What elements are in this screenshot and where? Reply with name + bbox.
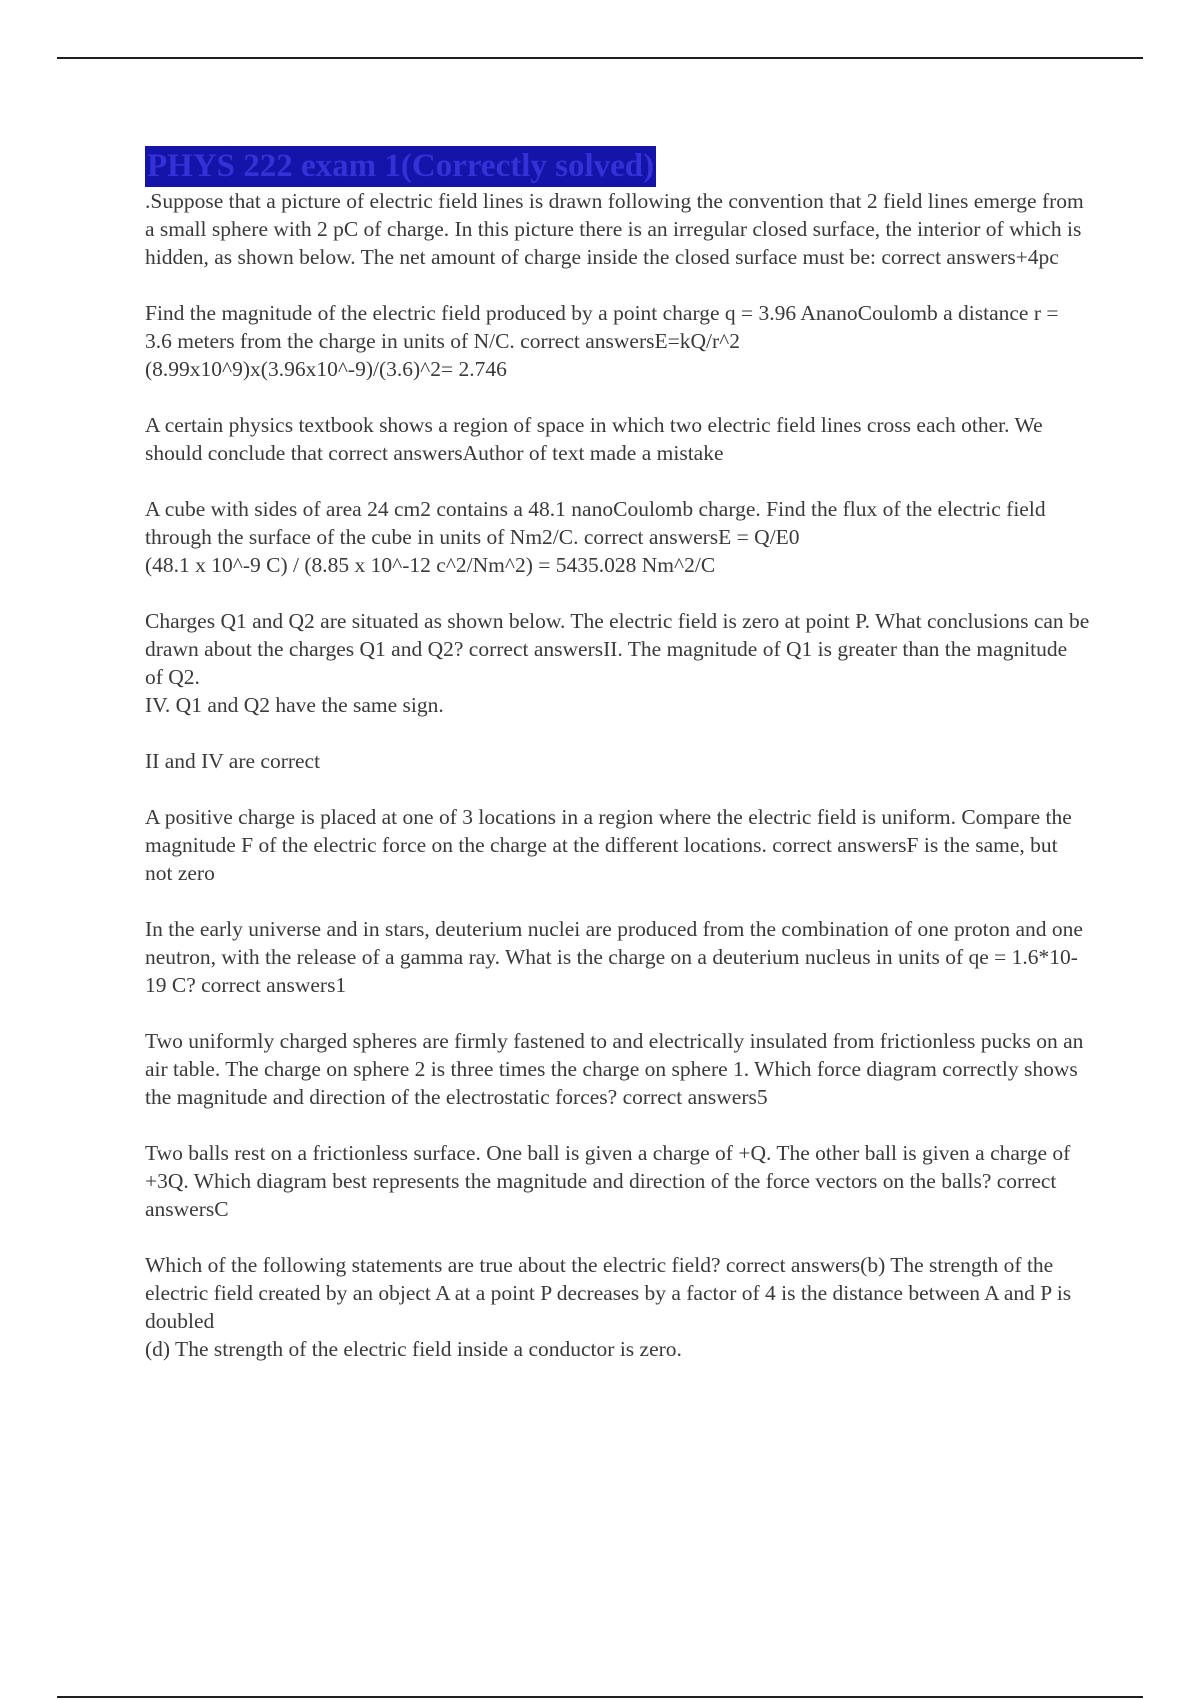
qa-block-11 (145, 1251, 1090, 1363)
qa-text: Two balls rest on a frictionless surface. One ball is given a charge of +Q. The other ball is given a charge of +3Q. Which diagram best represents the magnitude and direction of the force vectors on the balls? correct answersC (145, 1141, 1071, 1221)
qa-text: (d) The strength of the electric field inside a conductor is zero. (145, 1337, 682, 1361)
document-title: PHYS 222 exam 1(Correctly solved) (145, 146, 656, 187)
document-body (145, 146, 1090, 1391)
qa-text: In the early universe and in stars, deuterium nuclei are produced from the combination of one proton and one neutron, with the release of a gamma ray. What is the charge on a deuterium nucleus in units of qe = 1.6*10-19 C? correct answers1 (145, 917, 1083, 997)
qa-text: (8.99x10^9)x(3.96x10^-9)/(3.6)^2= 2.746 (145, 357, 507, 381)
qa-block-3 (145, 411, 1090, 467)
qa-block-7 (145, 803, 1090, 887)
header-rule (57, 57, 1143, 59)
qa-block-9 (145, 1027, 1090, 1111)
qa-block-2 (145, 299, 1090, 383)
qa-block-8 (145, 915, 1090, 999)
qa-text: Find the magnitude of the electric field produced by a point charge q = 3.96 AnanoCoulomb a distance r = 3.6 meters from the charge in units of N/C. correct answersE=kQ/r^2 (145, 301, 1059, 353)
qa-block-10 (145, 1139, 1090, 1223)
qa-text: Which of the following statements are true about the electric field? correct answers(b) The strength of the electric field created by an object A at a point P decreases by a factor of 4 is the distance between A and P is doubled (145, 1253, 1072, 1333)
qa-block-4 (145, 495, 1090, 579)
qa-text: A cube with sides of area 24 cm2 contains a 48.1 nanoCoulomb charge. Find the flux of the electric field through the surface of the cube in units of Nm2/C. correct answersE = Q/E0 (145, 497, 1046, 549)
footer-rule (57, 1696, 1143, 1698)
qa-text: II and IV are correct (145, 749, 321, 773)
qa-text: Charges Q1 and Q2 are situated as shown below. The electric field is zero at point P. What conclusions can be drawn about the charges Q1 and Q2? correct answersII. The magnitude of Q1 is greater than the magnitude of Q2. (145, 609, 1090, 689)
qa-text: (48.1 x 10^-9 C) / (8.85 x 10^-12 c^2/Nm^2) = 5435.028 Nm^2/C (145, 553, 716, 577)
qa-text: A certain physics textbook shows a region of space in which two electric field lines cross each other. We should conclude that correct answersAuthor of text made a mistake (145, 413, 1043, 465)
qa-block-6 (145, 747, 1090, 775)
qa-text: IV. Q1 and Q2 have the same sign. (145, 693, 444, 717)
qa-text: .Suppose that a picture of electric field lines is drawn following the convention that 2 field lines emerge from a small sphere with 2 pC of charge. In this picture there is an irregular closed surface, the interior of which is hidden, as shown below. The net amount of charge inside the closed surface must be: correct answers+4pc (145, 189, 1084, 269)
qa-block-5 (145, 607, 1090, 719)
qa-text: Two uniformly charged spheres are firmly fastened to and electrically insulated from frictionless pucks on an air table. The charge on sphere 2 is three times the charge on sphere 1. Which force diagram correctly shows the magnitude and direction of the electrostatic forces? correct answers5 (145, 1029, 1084, 1109)
qa-text: A positive charge is placed at one of 3 locations in a region where the electric field is uniform. Compare the magnitude F of the electric force on the charge at the different locations. correct answersF is the same, but not zero (145, 805, 1072, 885)
qa-block-1 (145, 187, 1090, 271)
